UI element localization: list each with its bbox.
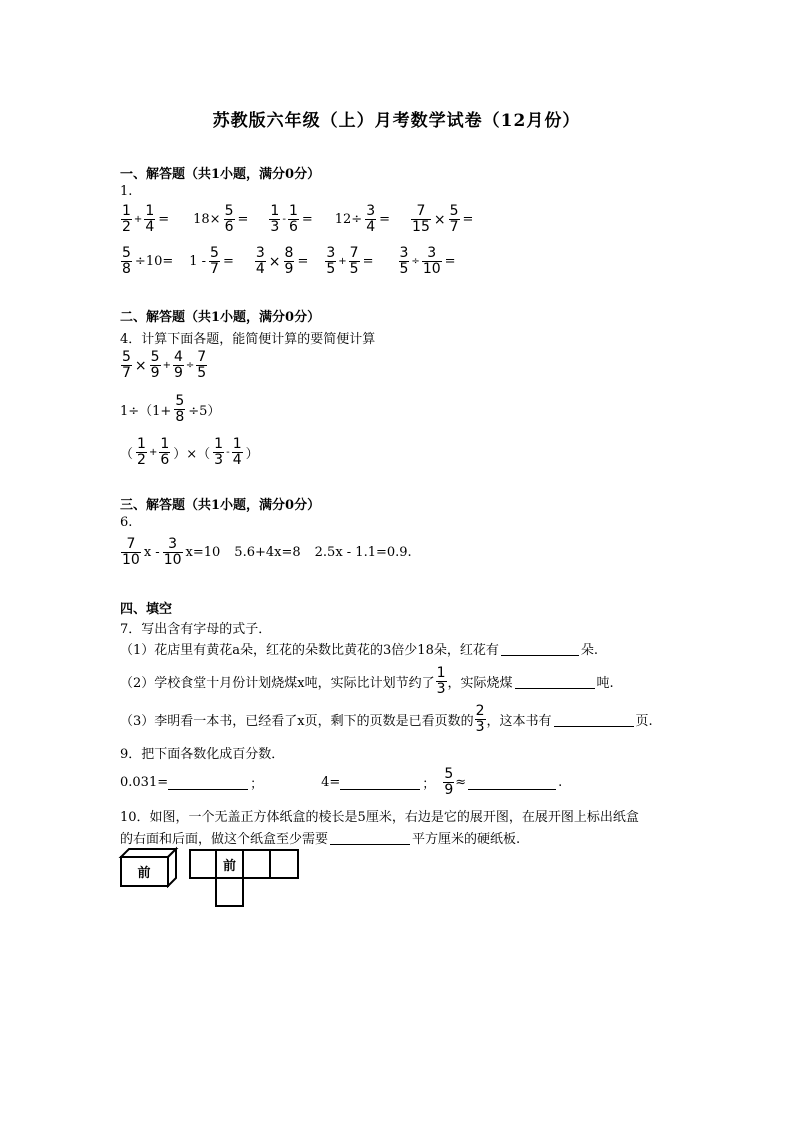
- q4-expression-3: （ $\frac{1}{2}$ + $\frac{1}{6}$ ）×（ $\frac{1}{3}$ - $\frac{1}{4}$ ）: [120, 436, 259, 468]
- fraction: $\frac{1}{2}$: [137, 436, 146, 468]
- net-cell: [269, 849, 299, 879]
- section-4-heading: 四、填空: [120, 602, 173, 617]
- fraction: $\frac{1}{4}$: [232, 436, 242, 468]
- fraction: $\frac{5}{7}$: [122, 349, 131, 381]
- fraction: $\frac{5}{8}$: [122, 245, 131, 277]
- q6-equations: $\frac{7}{10}$ x - $\frac{3}{10}$ x=10 5.6+4x=8 2.5x - 1.1=0.9.: [122, 536, 412, 568]
- q7-part-3: （3）李明看一本书，已经看了x页，剩下的页数是已看页数的 $\frac{2}{3}$ ，这本书有 页.: [120, 703, 653, 735]
- question-10-line-1: 10．如图，一个无盖正方体纸盒的棱长是5厘米，右边是它的展开图，在展开图上标出纸盒: [120, 810, 639, 825]
- fraction: $\frac{3}{4}$: [366, 203, 376, 235]
- answer-blank[interactable]: [168, 775, 248, 790]
- fraction: $\frac{1}{3}$: [270, 203, 280, 235]
- fraction: $\frac{1}{2}$: [122, 203, 131, 235]
- cube-front-label: 前: [137, 866, 151, 881]
- cube-figure: [118, 846, 182, 888]
- fraction: $\frac{3}{5}$: [326, 245, 336, 277]
- q1-row-2: $\frac{5}{8}$ ÷10= 1 - $\frac{5}{7}$ = $\frac{3}{4}$ × $\frac{8}{9}$ = $\frac{3}{5}$ + $\frac{7}{5}$ = $\frac{3}{5}$ ÷ $\frac{3}{10}$ =: [122, 245, 456, 277]
- net-cell: [242, 849, 271, 879]
- net-cell: [215, 877, 244, 907]
- answer-blank[interactable]: [554, 712, 634, 727]
- fraction: $\frac{1}{4}$: [145, 203, 155, 235]
- q1-row-1: $\frac{1}{2}$ + $\frac{1}{4}$ = 18× $\frac{5}{6}$ = $\frac{1}{3}$ - $\frac{1}{6}$ = 12÷ $\frac{3}{4}$ = $\frac{7}{15}$ × $\frac{5}{7}$ =: [122, 203, 474, 235]
- q4-expression-1: $\frac{5}{7}$ × $\frac{5}{9}$ + $\frac{4}{9}$ ÷ $\frac{7}{5}$: [122, 349, 207, 381]
- answer-blank[interactable]: [468, 775, 556, 790]
- section-2-heading: 二、解答题（共1小题，满分0分）: [120, 310, 321, 325]
- fraction: $\frac{1}{3}$: [214, 436, 224, 468]
- answer-blank[interactable]: [515, 674, 595, 689]
- fraction: $\frac{3}{5}$: [399, 245, 409, 277]
- q7-part-2: （2）学校食堂十月份计划烧煤x吨，实际比计划节约了 $\frac{1}{3}$ ，实际烧煤 吨.: [120, 665, 614, 697]
- question-10-line-2: 的右面和后面，做这个纸盒至少需要 平方厘米的硬纸板.: [120, 832, 521, 847]
- fraction: $\frac{3}{4}$: [255, 245, 265, 277]
- fraction: $\frac{7}{10}$: [122, 536, 140, 568]
- q7-part-1: （1）花店里有黄花a朵，红花的朵数比黄花的3倍少18朵，红花有 朵.: [120, 643, 598, 658]
- q4-expression-2: 1÷（1+ $\frac{5}{8}$ ÷5）: [120, 393, 221, 425]
- fraction: $\frac{5}{7}$: [449, 203, 459, 235]
- fraction: $\frac{1}{6}$: [288, 203, 298, 235]
- fraction: $\frac{7}{5}$: [197, 349, 207, 381]
- section-3-heading: 三、解答题（共1小题，满分0分）: [120, 498, 321, 513]
- q9-items: 0.031= ； 4= ； $\frac{5}{9}$ ≈ .: [120, 766, 563, 798]
- fraction: $\frac{7}{15}$: [412, 203, 430, 235]
- cube-right-face: [168, 849, 176, 886]
- question-7-prompt: 7．写出含有字母的式子．: [120, 622, 272, 637]
- cube-top-edge: [121, 849, 176, 857]
- fraction: $\frac{1}{6}$: [160, 436, 170, 468]
- question-4-prompt: 4．计算下面各题，能简便计算的要简便计算: [120, 332, 376, 347]
- page-title: 苏教版六年级（上）月考数学试卷（12月份）: [212, 111, 581, 131]
- net-cell-front: 前: [215, 849, 244, 879]
- question-6-number: 6.: [120, 515, 133, 530]
- answer-blank[interactable]: [340, 775, 420, 790]
- net-cell: [189, 849, 217, 879]
- fraction: $\frac{5}{9}$: [444, 766, 454, 798]
- answer-blank[interactable]: [330, 830, 410, 845]
- fraction: $\frac{5}{8}$: [175, 393, 185, 425]
- fraction: $\frac{5}{7}$: [210, 245, 219, 277]
- section-1-heading: 一、解答题（共1小题，满分0分）: [120, 167, 321, 182]
- fraction: $\frac{7}{5}$: [349, 245, 359, 277]
- fraction: $\frac{3}{10}$: [163, 536, 182, 568]
- answer-blank[interactable]: [501, 641, 579, 656]
- question-9-prompt: 9．把下面各数化成百分数．: [120, 747, 285, 762]
- fraction: $\frac{4}{9}$: [173, 349, 183, 381]
- fraction: $\frac{1}{3}$: [436, 665, 446, 697]
- fraction: $\frac{3}{10}$: [422, 245, 441, 277]
- fraction: $\frac{8}{9}$: [284, 245, 294, 277]
- fraction: $\frac{2}{3}$: [475, 703, 485, 735]
- fraction: $\frac{5}{6}$: [224, 203, 234, 235]
- question-1-number: 1.: [120, 184, 133, 199]
- fraction: $\frac{5}{9}$: [150, 349, 160, 381]
